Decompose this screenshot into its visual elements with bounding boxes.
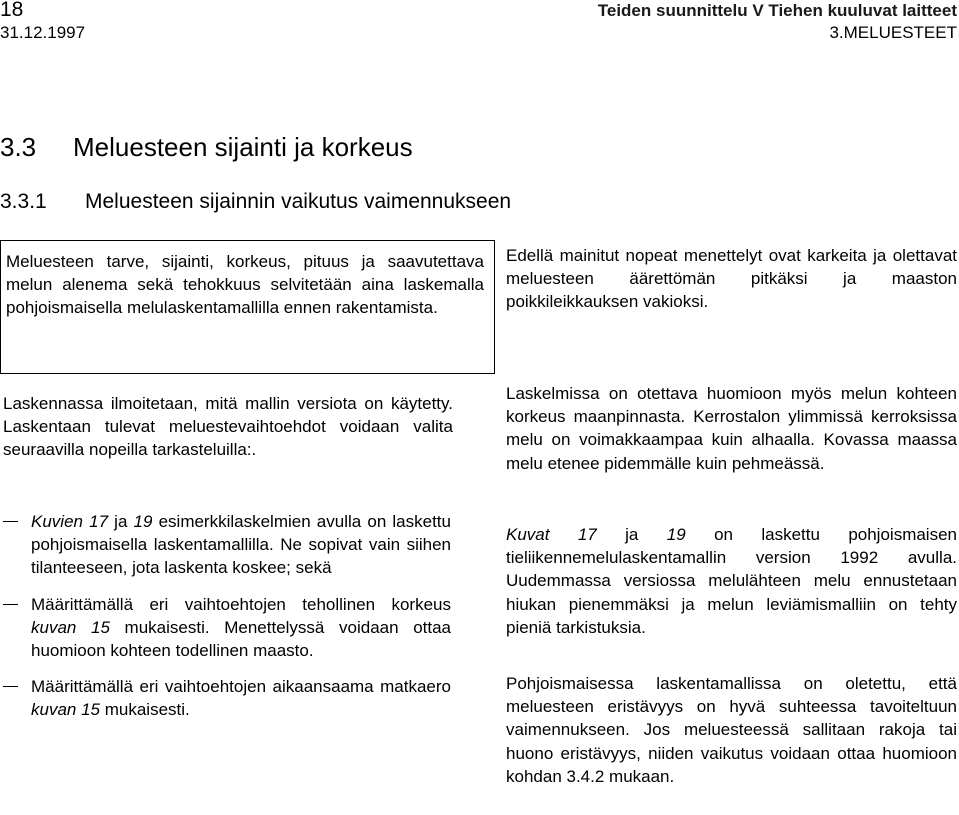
right-top-paragraph: Edellä mainitut nopeat menettelyt ovat karkeita ja olettavat meluesteen äärettömän pitkäksi ja maaston poikkileikkauksen vakioksi. <box>506 246 957 312</box>
right-paragraph-receiver-height: Laskelmissa on otettava huomioon myös melun kohteen korkeus maanpinnasta. Kerrostalon ylimmissä kerroksissa melu on voimakkaampaa kuin alhaalla. Kovassa maassa melu etenee pidemmälle kuin pehmeässä. <box>506 384 957 473</box>
document-title: Teiden suunnittelu V Tiehen kuuluvat laitteet <box>597 1 957 20</box>
page-number: 18 <box>0 0 24 21</box>
chapter-label: 3.MELUESTEET <box>829 23 957 42</box>
bullet-text: Määrittämällä eri vaihtoehtojen tehollinen korkeus <box>31 594 451 614</box>
bullet-item-effective-height <box>3 593 451 663</box>
dash-bullet-icon <box>3 604 18 605</box>
document-date: 31.12.1997 <box>0 23 86 42</box>
right-paragraph-model-version <box>506 523 957 639</box>
left-intro-paragraph: Laskennassa ilmoitetaan, mitä mallin versiota on käytetty. Laskentaan tulevat meluestevaihtoehdot voidaan valita seuraavilla nopeilla tarkasteluilla:. <box>3 394 453 460</box>
figure-reference: 19 <box>133 512 153 531</box>
bullet-text: ja <box>108 512 134 531</box>
section-number: 3.3 <box>0 132 37 162</box>
dash-bullet-icon <box>3 521 18 522</box>
section-title: Meluesteen sijainti ja korkeus <box>73 132 413 162</box>
figure-reference: 19 <box>666 525 686 544</box>
dash-bullet-icon <box>3 686 18 687</box>
subsection-heading <box>0 189 511 214</box>
paragraph-text: on laskettu pohjoismaisen tieliikennemelulaskentamallin version 1992 avulla. Uudemmassa versiossa melulähteen melu ennustetaan hiukan pienemmäksi ja melun leviämismalliin on tehty pieniä tarkistuksia. <box>506 525 957 637</box>
bullet-text: mukaisesti. <box>100 700 190 720</box>
bullet-item-examples <box>3 510 451 580</box>
figure-reference: kuvan 15 <box>31 700 100 720</box>
section-heading <box>0 132 413 162</box>
right-paragraph-insulation: Pohjoismaisessa laskentamallissa on oletettu, että meluesteen eristävyys on hyvä suhteessa tavoiteltuun vaimennukseen. Jos meluesteessä sallitaan rakoja tai huono eristävyys, niiden vaikutus voidaan ottaa huomioon kohdan 3.4.2 mukaan. <box>506 674 957 786</box>
bullet-item-path-difference <box>3 675 451 721</box>
subsection-title: Meluesteen sijainnin vaikutus vaimennukseen <box>85 190 512 213</box>
figure-reference: kuvan 15 <box>31 617 110 637</box>
summary-box <box>0 240 495 374</box>
bullet-text: esimerkkilaskelmien avulla on laskettu pohjoismaisella laskentamallilla. Ne sopivat vain siihen tilanteeseen, jota laskenta koskee; sekä <box>31 512 451 578</box>
figure-reference: Kuvat 17 <box>506 525 597 544</box>
bullet-list <box>3 510 451 722</box>
bullet-text: mukaisesti. Menettelyssä voidaan ottaa huomioon kohteen todellinen maasto. <box>31 617 452 661</box>
paragraph-text: ja <box>596 525 667 544</box>
bullet-text: Määrittämällä eri vaihtoehtojen aikaansaama matkaero <box>31 677 451 697</box>
subsection-number: 3.3.1 <box>0 190 47 213</box>
figure-reference: Kuvien 17 <box>31 512 109 531</box>
summary-text: Meluesteen tarve, sijainti, korkeus, pituus ja saavutettava melun alenema sekä tehokkuus selvitetään aina laskemalla pohjoismaisella melulaskentamallilla ennen rakentamista. <box>6 252 484 318</box>
